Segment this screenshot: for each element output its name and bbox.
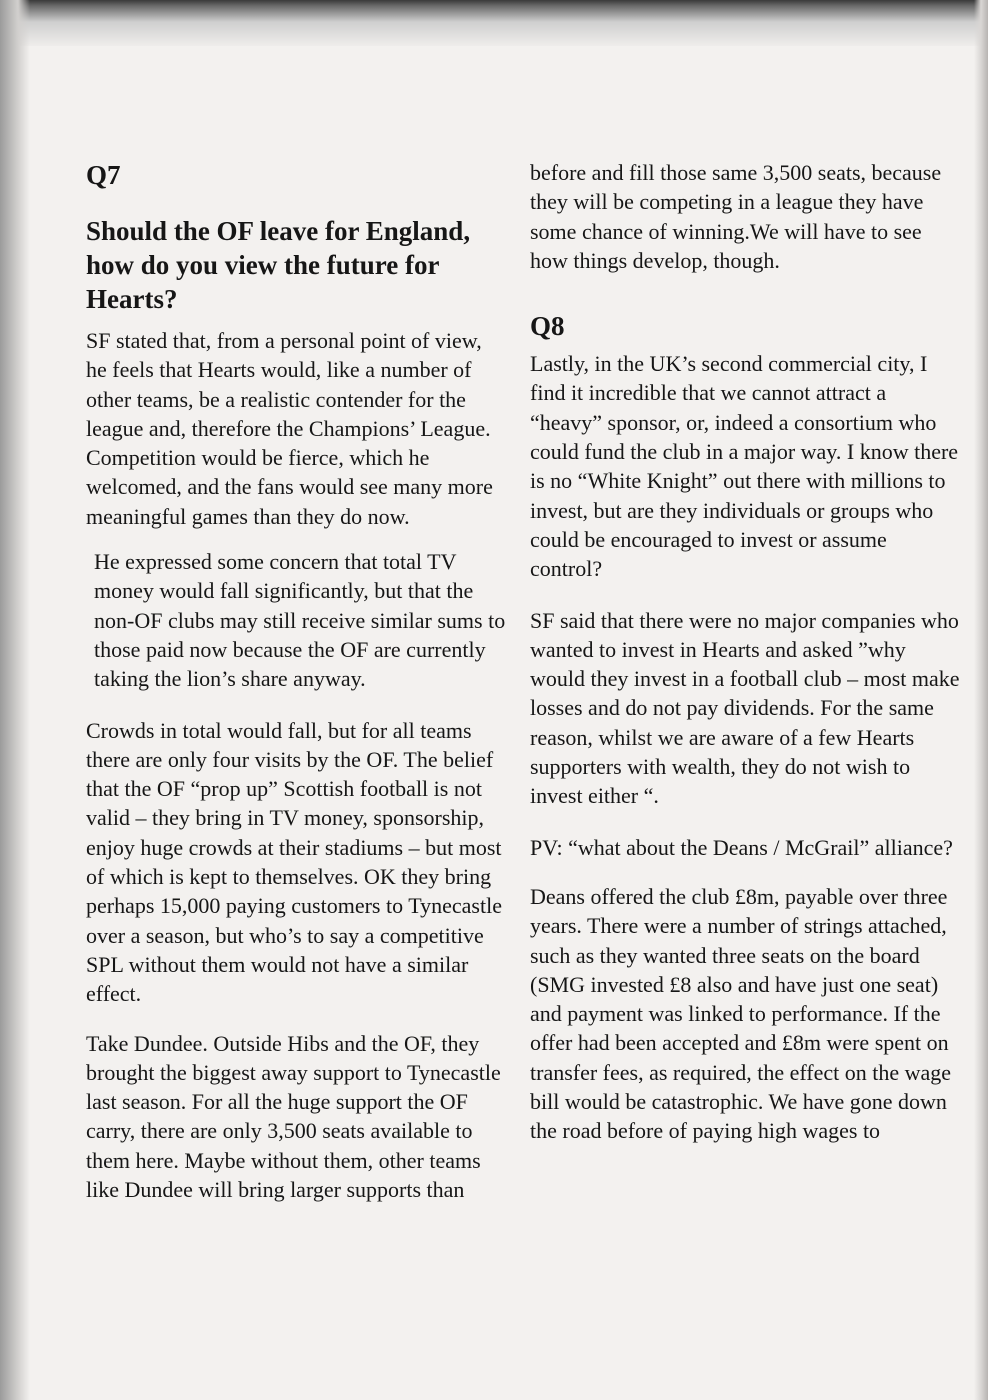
q7-answer-paragraph-4: Take Dundee. Outside Hibs and the OF, they brought the biggest away support to Tynecastle last season. For all the huge support the OF carry, there are only 3,500 seats available to them here. Maybe without them, other teams like Dundee will bring larger supports than [86, 1030, 501, 1203]
q8-answer-paragraph-2: PV: “what about the Deans / McGrail” alliance? [530, 834, 953, 860]
q7-question: Should the OF leave for England, how do you view the future for Hearts? [86, 216, 471, 314]
q7-number: Q7 [86, 160, 121, 190]
q7-answer-paragraph-3: Crowds in total would fall, but for all teams there are only four visits by the OF. The belief that the OF “prop up” Scottish football is not valid – they bring in TV money, sponsorship, enjoy huge crowds at their stadiums – but most of which is kept to themselves. OK they bring perhaps 15,000 paying customers to Tynecastle over a season, but who’s to say a competitive SPL without them would not have a similar effect. [86, 717, 502, 1007]
q8-answer-paragraph-3: Deans offered the club £8m, payable over three years. There were a number of strings attached, such as they wanted three seats on the board (SMG invested £8 also and have just one seat) and payment was linked to performance. If the offer had been accepted and £8m were spent on transfer fees, as required, the effect on the wage bill would be catastrophic. We have gone down the road before of paying high wages to [530, 883, 952, 1144]
q8-number: Q8 [530, 311, 565, 342]
left-column [86, 158, 506, 1220]
q8-question: Lastly, in the UK’s second commercial city, I find it incredible that we cannot attract a “heavy” sponsor, or, indeed a consortium who could fund the club in a major way. I know there is no “White Knight” out there with millions to invest, but are they individuals or groups who could be encouraged to invest or assume control? [530, 351, 959, 582]
page-edge-shadow [974, 0, 988, 1400]
book-spine-shadow [0, 0, 30, 1400]
q7-answer-continuation: before and fill those same 3,500 seats, because they will be competing in a league they have some chance of winning.We will have to see how things develop, though. [530, 160, 942, 273]
q7-answer-paragraph-2: He expressed some concern that total TV money would fall significantly, but that the non-OF clubs may still receive similar sums to those paid now because the OF are currently taking the lion’s share anyway. [94, 549, 506, 692]
scan-top-shadow [0, 0, 988, 46]
q7-answer-paragraph-1: SF stated that, from a personal point of view, he feels that Hearts would, like a number of other teams, be a realistic contender for the league and, therefore the Champions’ League. Competition would be fierce, which he welcomed, and the fans would see many more meaningful games than they do now. [86, 328, 493, 529]
q8-answer-paragraph-1: SF said that there were no major companies who wanted to invest in Hearts and asked ”why would they invest in a football club – most make losses and do not pay dividends. For the same reason, whilst we are aware of a few Hearts supporters with wealth, they do not wish to invest either “. [530, 607, 960, 809]
right-column [530, 158, 960, 1162]
